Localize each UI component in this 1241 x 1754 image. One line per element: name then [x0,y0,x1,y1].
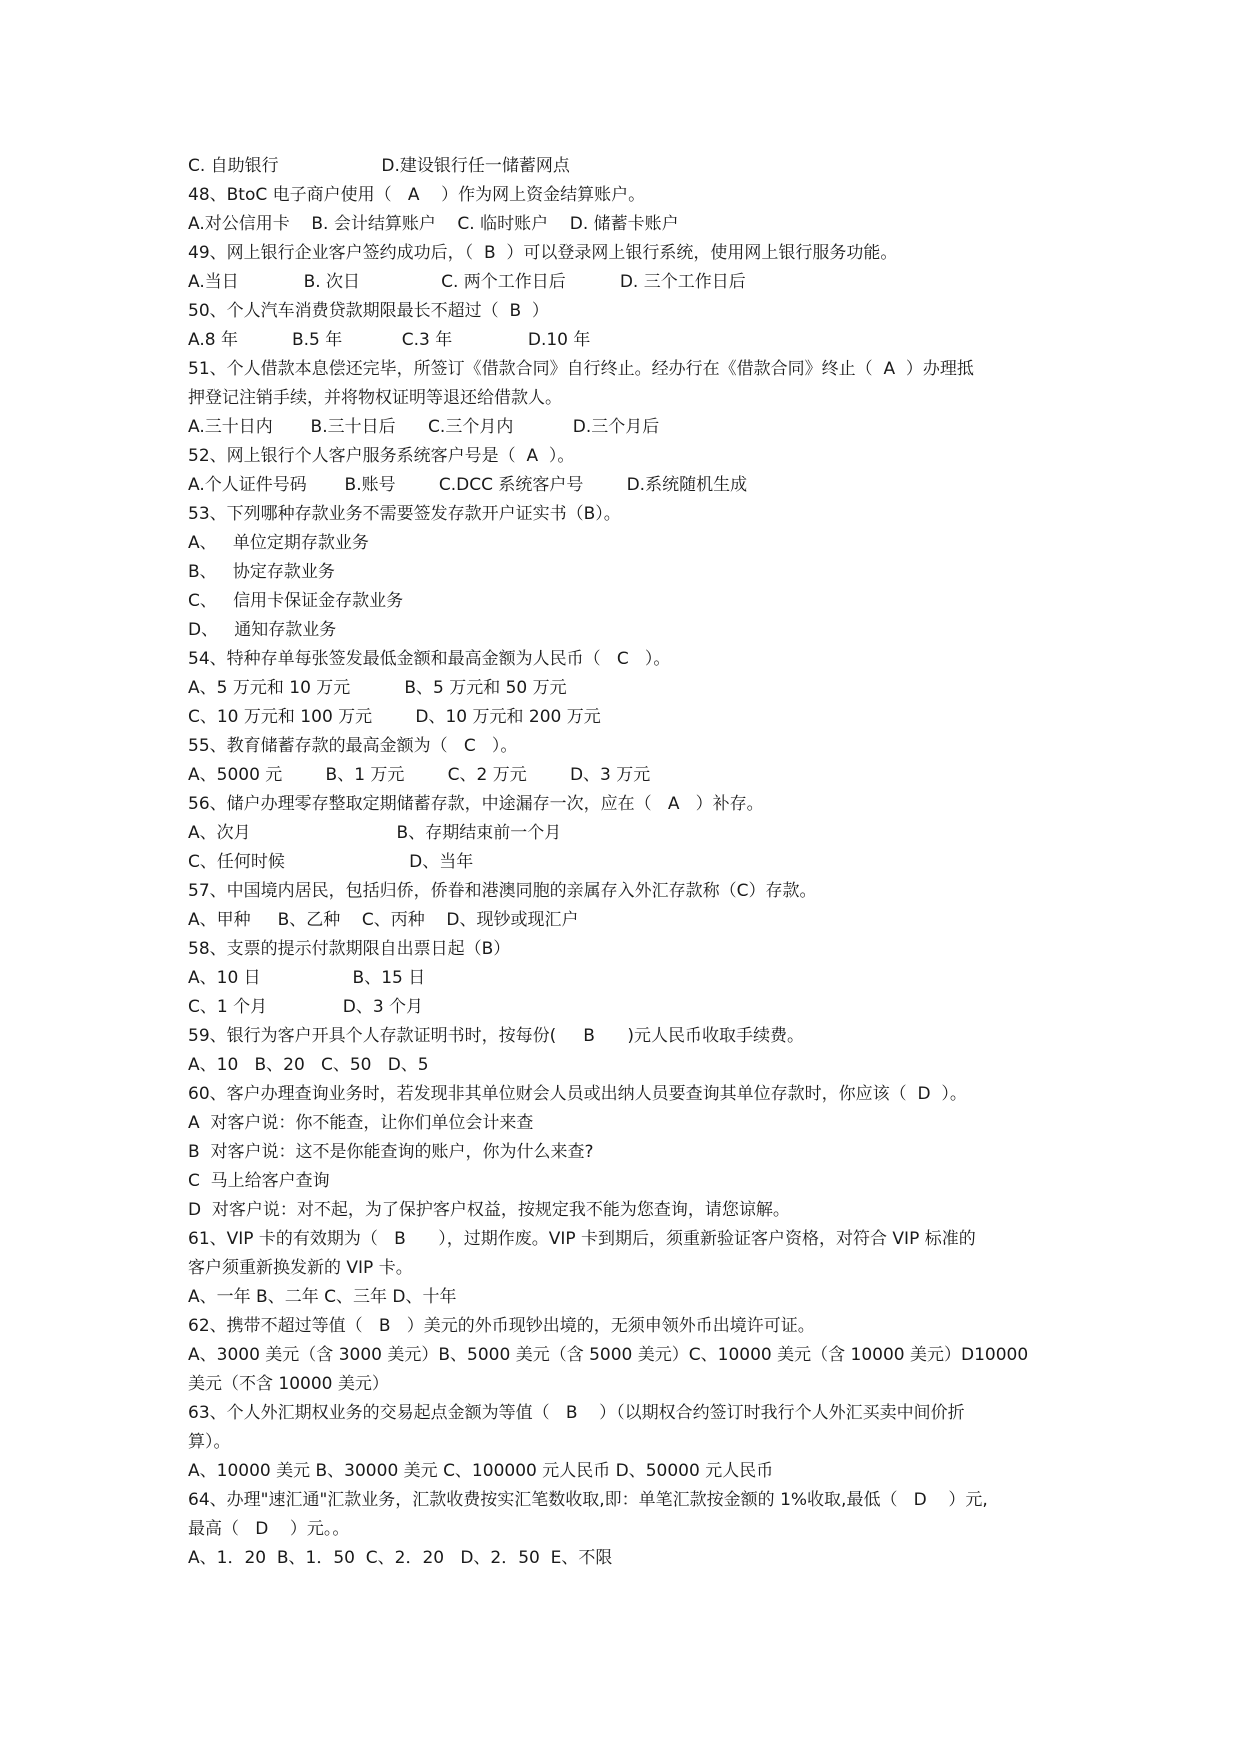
text-line: 56、储户办理零存整取定期储蓄存款，中途漏存一次，应在（ A ）补存。 [188,794,764,814]
text-line: 算）。 [188,1432,231,1452]
text-line: A、1．20 B、1．50 C、2．20 D、2．50 E、不限 [188,1548,613,1568]
text-line: 最高（ D ）元。。 [188,1519,350,1539]
text-line: C、1 个月 D、3 个月 [188,997,424,1017]
text-line: A、10000 美元 B、30000 美元 C、100000 元人民币 D、50000 元人民币 [188,1461,774,1481]
text-line: B 对客户说：这不是你能查询的账户，你为什么来查? [188,1142,594,1162]
text-line: 58、支票的提示付款期限自出票日起（B） [188,939,511,959]
text-line: 押登记注销手续，并将物权证明等退还给借款人。 [188,388,562,408]
text-line: C. 自助银行 D.建设银行任一储蓄网点 [188,156,570,176]
text-line: 客户须重新换发新的 VIP 卡。 [188,1258,413,1278]
text-line: A.三十日内 B.三十日后 C.三个月内 D.三个月后 [188,417,660,437]
text-line: 50、个人汽车消费贷款期限最长不超过（ B ） [188,301,549,321]
text-line: A、10 日 B、15 日 [188,968,426,988]
text-line: 63、个人外汇期权业务的交易起点金额为等值（ B ）（以期权合约签订时我行个人外汇买卖中间价折 [188,1403,965,1423]
text-line: 61、VIP 卡的有效期为（ B ），过期作废。VIP 卡到期后，须重新验证客户资格，对符合 VIP 标准的 [188,1229,976,1249]
text-line: 59、银行为客户开具个人存款证明书时，按每份( B )元人民币收取手续费。 [188,1026,804,1046]
text-line: A.8 年 B.5 年 C.3 年 D.10 年 [188,330,591,350]
text-line: 52、网上银行个人客户服务系统客户号是（ A ）。 [188,446,575,466]
text-line: 55、教育储蓄存款的最高金额为（ C ）。 [188,736,518,756]
text-line: 62、携带不超过等值（ B ）美元的外币现钞出境的，无须申领外币出境许可证。 [188,1316,815,1336]
text-line: A、一年 B、二年 C、三年 D、十年 [188,1287,457,1307]
text-line: A、3000 美元（含 3000 美元）B、5000 美元（含 5000 美元）C、10000 美元（含 10000 美元）D10000 [188,1345,1029,1365]
text-line: A、5 万元和 10 万元 B、5 万元和 50 万元 [188,678,567,698]
text-line: 51、个人借款本息偿还完毕，所签订《借款合同》自行终止。经办行在《借款合同》终止（ A ）办理抵 [188,359,974,379]
text-line: A、次月 B、存期结束前一个月 [188,823,562,843]
document-body [188,152,1063,1573]
text-line: B、 协定存款业务 [188,562,335,582]
text-line: D、 通知存款业务 [188,620,337,640]
text-line: C、任何时候 D、当年 [188,852,474,872]
text-line: 49、网上银行企业客户签约成功后，（ B ）可以登录网上银行系统，使用网上银行服务功能。 [188,243,898,263]
text-line: A.当日 B. 次日 C. 两个工作日后 D. 三个工作日后 [188,272,746,292]
text-line: A 对客户说：你不能查，让你们单位会计来查 [188,1113,534,1133]
text-line: A.个人证件号码 B.账号 C.DCC 系统客户号 D.系统随机生成 [188,475,748,495]
text-line: 48、BtoC 电子商户使用（ A ）作为网上资金结算账户。 [188,185,646,205]
text-line: 美元（不含 10000 美元） [188,1374,389,1394]
text-line: 64、办理"速汇通"汇款业务，汇款收费按实汇笔数收取,即：单笔汇款按金额的 1%收取,最低（ D ）元, [188,1490,988,1510]
text-line: D 对客户说：对不起，为了保护客户权益，按规定我不能为您查询，请您谅解。 [188,1200,790,1220]
text-line: 57、中国境内居民，包括归侨，侨眷和港澳同胞的亲属存入外汇存款称（C）存款。 [188,881,817,901]
text-line: 54、特种存单每张签发最低金额和最高金额为人民币（ C ）。 [188,649,671,669]
text-line: C、10 万元和 100 万元 D、10 万元和 200 万元 [188,707,601,727]
text-line: 60、客户办理查询业务时，若发现非其单位财会人员或出纳人员要查询其单位存款时，你应该（ D ）。 [188,1084,967,1104]
text-line: A、 单位定期存款业务 [188,533,369,553]
text-line: A、甲种 B、乙种 C、丙种 D、现钞或现汇户 [188,910,579,930]
text-line: C、 信用卡保证金存款业务 [188,591,404,611]
text-line: A.对公信用卡 B. 会计结算账户 C. 临时账户 D. 储蓄卡账户 [188,214,679,234]
text-line: A、10 B、20 C、50 D、5 [188,1055,429,1075]
text-line: A、5000 元 B、1 万元 C、2 万元 D、3 万元 [188,765,651,785]
text-line: 53、下列哪种存款业务不需要签发存款开户证实书（B）。 [188,504,621,524]
text-line: C 马上给客户查询 [188,1171,330,1191]
